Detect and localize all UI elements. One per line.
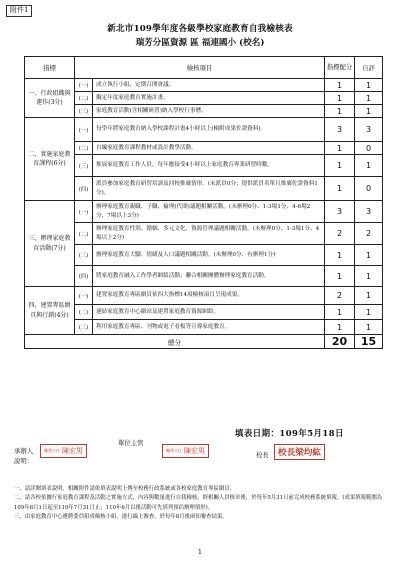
total-self: 15 (355, 335, 383, 349)
item-text: 辦理家庭教育親職、子職、倫理(代間)議題相關活動。(未辦理0分、1-3場1分、4-6場2分、7場以上3分) (93, 201, 325, 223)
item-number: (四) (75, 266, 93, 287)
document-title: 新北市109學年度各級學校家庭教育自我檢核表 (107, 24, 293, 34)
item-points: 1 (325, 142, 355, 155)
item-number: (一) (75, 287, 93, 305)
item-text: 辦理家庭教育大腳、情緒及人口議題相關活動。(未辦理0分、有辦理1分) (93, 245, 325, 266)
table-row (25, 105, 383, 118)
table-row (25, 320, 383, 335)
item-number: (二) (75, 92, 93, 105)
item-points: 2 (325, 223, 355, 245)
item-self-score: 1 (355, 266, 383, 287)
table-row (25, 305, 383, 320)
item-text: 連結家庭教育中心網站及建置家庭教育資源網絡。 (93, 305, 325, 320)
notes-label: 說明： (14, 457, 34, 465)
item-points: 1 (325, 92, 355, 105)
notes-section (14, 485, 386, 523)
table-header-row (25, 57, 383, 79)
item-number: (三) (75, 155, 93, 177)
item-text: 成立執行小組，定期召開會議。 (93, 79, 325, 92)
undertaker-stamp-name: 陳宏男 (62, 447, 83, 455)
item-points: 3 (325, 201, 355, 223)
item-points: 1 (325, 305, 355, 320)
item-number: (三) (75, 320, 93, 335)
item-text: 每學年將家庭教育納入學校課程計畫4小時以上(檢附成果佐證資料)。 (93, 118, 325, 142)
principal-label: 校長 (256, 451, 269, 459)
item-points: 1 (325, 320, 355, 335)
item-number: (一) (75, 79, 93, 92)
item-text: 將家庭教育融入工作學者網絡活動；聯合相關團體辦理家庭教育活動。 (93, 266, 325, 287)
item-self-score: 1 (355, 92, 383, 105)
item-number: (二) (75, 305, 93, 320)
item-self-score: 1 (355, 287, 383, 305)
school-suffix: (校名) (239, 38, 265, 48)
table-row (25, 223, 383, 245)
undertaker-label: 承辦人 (14, 447, 34, 455)
undertaker-stamp-title: 輔導主任 (44, 448, 60, 453)
item-number: (二) (75, 142, 93, 155)
item-number: (三) (75, 105, 93, 118)
table-row (25, 142, 383, 155)
item-self-score: 0 (355, 177, 383, 201)
item-points: 1 (325, 177, 355, 201)
note-item: 一、請詳閱填表說明，相關附件請依填表說明上傳至校務行政系統或各校家庭教育專區網頁。 (14, 486, 236, 492)
item-self-score: 2 (355, 223, 383, 245)
item-number: (二) (75, 223, 93, 245)
item-number: (一) (75, 118, 93, 142)
item-self-score: 1 (355, 245, 383, 266)
school-name: 福連國小 (201, 38, 237, 48)
item-self-score: 1 (355, 320, 383, 335)
item-points: 1 (325, 105, 355, 118)
header-self: 自評 (355, 57, 383, 79)
item-points: 1 (325, 266, 355, 287)
item-self-score: 1 (355, 105, 383, 118)
item-number: (四) (75, 177, 93, 201)
indicator-label: 二、實施家庭教育課程(6分) (25, 118, 75, 201)
table-row (25, 79, 383, 92)
item-number: (一) (75, 201, 93, 223)
page-number: 1 (197, 548, 203, 556)
principal-stamp: 校長梁均紘 (274, 444, 325, 460)
total-row (25, 335, 383, 349)
item-text: 推展家庭教育工作人員，每年應接受4小時以上家庭教育專業研習時數。 (93, 155, 325, 177)
item-text: 家庭教育活動(含相關研習)納入學校行事曆。 (93, 105, 325, 118)
item-text: 自編家庭教育課程教材或設計教學活動。 (93, 142, 325, 155)
item-points: 1 (325, 79, 355, 92)
item-points: 3 (325, 118, 355, 142)
item-self-score: 3 (355, 118, 383, 142)
table-row (25, 177, 383, 201)
indicator-label: 四、建置專區網頁與行銷(4分) (25, 287, 75, 335)
note-item: 三、由家庭教育中心遴聘委員組成檢核小組，進行線上審查，於每年8月後函知審查結果。 (14, 514, 228, 521)
item-self-score: 0 (355, 142, 383, 155)
header-indicator: 指標 (25, 57, 75, 79)
item-number: (三) (75, 245, 93, 266)
table-row (25, 201, 383, 223)
item-points: 1 (325, 155, 355, 177)
item-points: 2 (325, 287, 355, 305)
checklist-table (24, 56, 383, 349)
table-row (25, 92, 383, 105)
unit-head-label: 單位主管 (118, 439, 144, 447)
total-label: 總分 (25, 335, 325, 349)
header-points: 指標配分 (325, 57, 355, 79)
undertaker-stamp (40, 444, 87, 458)
table-row (25, 266, 383, 287)
item-text: 擬定年度家庭教育實施計畫。 (93, 92, 325, 105)
unit-stamp-name: 陳宏男 (184, 447, 205, 455)
item-text: 利用家庭教育專區、刊物或電子看板等宣導家庭教育。 (93, 320, 325, 335)
item-self-score: 1 (355, 79, 383, 92)
indicator-label: 三、辦理家庭教育活動(7分) (25, 201, 75, 287)
item-text: 辦理家庭教育性別、婚姻、多元文化、資源管理議題相關活動。(未辦理0分、1-3場1分、4場以上2分) (93, 223, 325, 245)
item-self-score: 1 (355, 155, 383, 177)
item-text: 派員參加家庭教育研習培訓及回校推廣情形。(未派員0分；提供派員名單且推廣佐證資料1分)。 (93, 177, 325, 201)
unit-head-stamp (162, 444, 209, 458)
district-label: 瑞芳分區資源 區 (135, 38, 199, 48)
item-points: 1 (325, 245, 355, 266)
item-text: 建置家庭教育專區網頁依四大指標14項檢核項目呈現成果。 (93, 287, 325, 305)
fill-date: 填表日期：109年5月18日 (235, 428, 344, 438)
header-item: 檢核項目 (75, 57, 325, 79)
unit-stamp-title: 輔導主任 (166, 448, 182, 453)
document-subtitle (0, 36, 400, 48)
indicator-label: 一、行政組織與運作(3分) (25, 79, 75, 118)
attachment-tag: 附件1 (6, 5, 32, 17)
table-row (25, 245, 383, 266)
table-row (25, 155, 383, 177)
item-self-score: 3 (355, 201, 383, 223)
note-item: 二、請各校依據行家庭教育課程及活動之實施方式，內容與數量進行自我檢核，經相關人員核章後，於每年5月31日前完成校務系統填報。(成果填報範圍為109年8月1日起至110年7月31日止；110年6月以後活動可先填列預估辦理情形)。 (14, 495, 383, 511)
total-points: 20 (325, 335, 355, 349)
table-row (25, 118, 383, 142)
table-row (25, 287, 383, 305)
item-self-score: 1 (355, 305, 383, 320)
